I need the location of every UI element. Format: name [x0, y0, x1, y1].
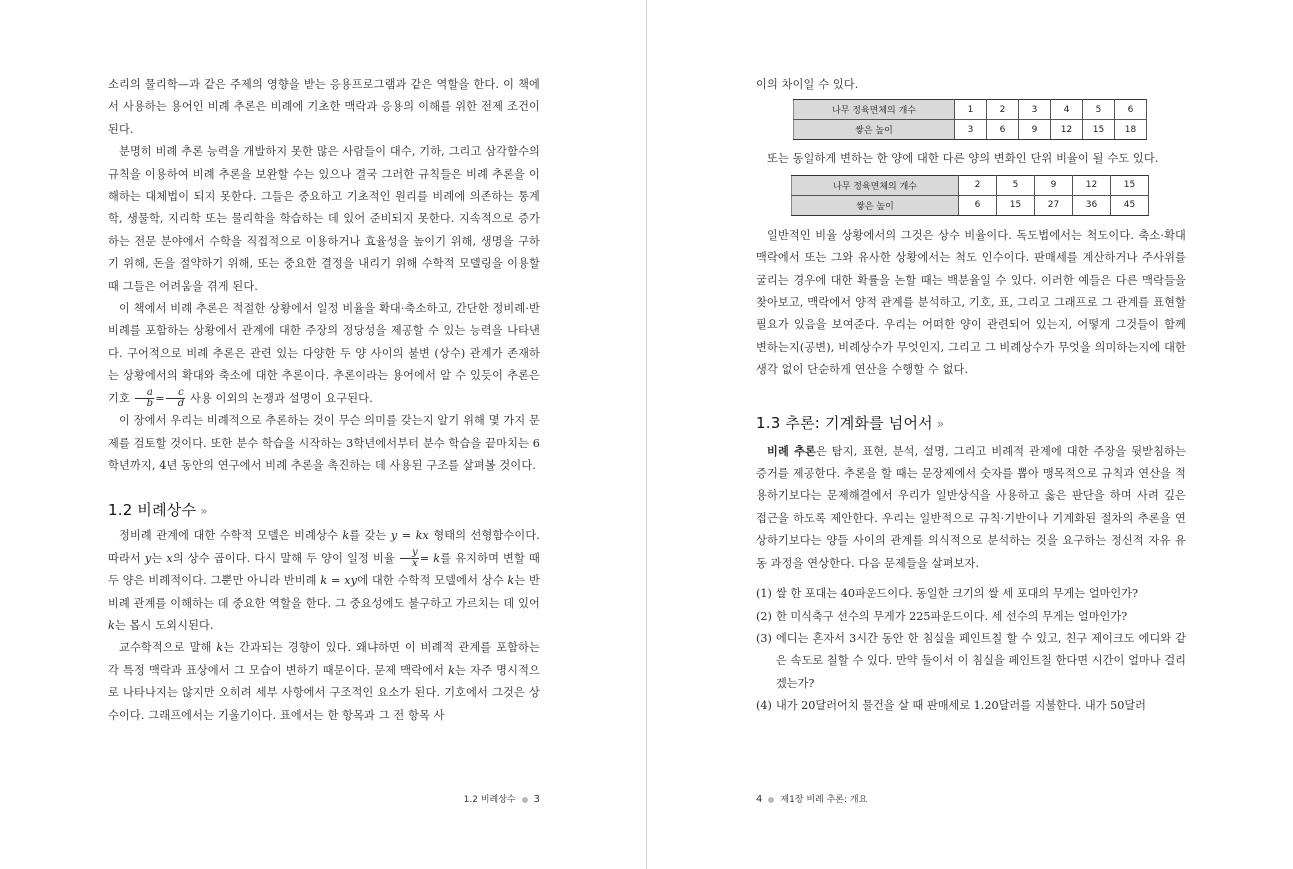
table-cell: 2 — [959, 175, 997, 195]
page-footer — [756, 792, 867, 805]
paragraph: 정비례 관계에 대한 수학적 모델은 비례상수 k를 갖는 y = kx 형태의 선형함수이다. 따라서 y는 x의 상수 곱이다. 다시 말해 두 양이 일정 비율 $\frac{y}{x}$ = k를 유지하며 변할 때 두 양은 비례적이다. 그뿐만 아니라 반비례 k = xy에 대한 수학적 모델에서 상수 k는 반비례 관계를 이해하는 데 중요한 역할을 한다. 그 중요성에도 불구하고 가르치는 데 있어 k는 몹시 도외시된다. — [108, 529, 540, 632]
table-row — [794, 120, 1147, 140]
table-row — [792, 195, 1149, 215]
table-row — [792, 175, 1149, 195]
section-title: 1.2 비례상수 — [108, 501, 197, 520]
table-cell: 1 — [955, 100, 987, 120]
table-cell: 6 — [1115, 100, 1147, 120]
paragraph: 분명히 비례 추론 능력을 개발하지 못한 많은 사람들이 대수, 기하, 그리고 삼각함수의 규칙을 이용하여 비례 추론을 보완할 수는 있으나 결국 그러한 규칙들은 비례 추론을 이해하는 대체법이 되지 못한다. 그들은 중요하고 기초적인 원리를 비례에 의존하는 통계학, 생물학, 지리학 또는 물리학을 학습하는 데 있어 준비되지 못한다. 지속적으로 증가하는 전문 분야에서 수학을 직접적으로 이용하거나 효율성을 높이기 위해, 생명을 구하기 위해, 돈을 절약하기 위해, 또는 중요한 결정을 내리기 위해 수학적 모델링을 이용할 때 그들은 어려움을 겪게 된다. — [108, 145, 540, 293]
table-cell: 36 — [1073, 195, 1111, 215]
paragraph: 일반적인 비율 상황에서의 그것은 상수 비율이다. 독도법에서는 척도이다. 축소·확대 맥락에서 또는 그와 유사한 상황에서는 척도 인수이다. 판매세를 계산하거나 주사위를 굴리는 경우에 대한 확률을 논할 때는 백분율일 수 있다. 이러한 예들은 다른 맥락들을 찾아보고, 맥락에서 양적 관계를 분석하고, 기호, 표, 그리고 그래프로 그 관계를 표현할 필요가 있음을 보여준다. 우리는 어떠한 양이 관련되어 있는지, 어떻게 그것들이 함께 변하는지(공변), 비례상수가 무엇인지, 그리고 그 비례상수가 무엇을 의미하는지에 대한 생각 없이 단순하게 연산을 수행할 수 없다. — [756, 228, 1186, 377]
data-table — [791, 175, 1149, 216]
table-header-cell: 쌓은 높이 — [794, 120, 955, 140]
page-footer — [464, 792, 540, 805]
list-item: (4) 내가 20달러어치 물건을 살 때 판매세로 1.20달러를 지불한다. 내가 50달러 — [756, 699, 1146, 713]
list-item: (1) 쌀 한 포대는 40파운드이다. 동일한 크기의 쌀 세 포대의 무게는 얼마인가? — [756, 587, 1138, 601]
page-number: 3 — [533, 794, 540, 805]
table-cell: 15 — [997, 195, 1035, 215]
table-row — [794, 100, 1147, 120]
paragraph: 이 책에서 비례 추론은 적절한 상황에서 일정 비율을 확대·축소하고, 간단한 정비례·반비례를 포함하는 상황에서 관계에 대한 주장의 정당성을 제공할 수 있는 능력을 나타낸다. 구어적으로 비례 추론은 관련 있는 다양한 두 양 사이의 불변 (상수) 관계가 존재하는 상황에서의 확대와 축소에 대한 추론이다. 추론이라는 용어에서 알 수 있듯이 추론은 기호 $\frac{a}{b}$ = $\frac{c}{d}$ 사용 이외의 논쟁과 설명이 요구된다. — [108, 302, 540, 410]
page-number: 4 — [756, 794, 763, 805]
table-cell: 15 — [1111, 175, 1149, 195]
table-cell: 2 — [987, 100, 1019, 120]
table-cell: 5 — [997, 175, 1035, 195]
problem-list — [756, 583, 1186, 717]
table-cell: 45 — [1111, 195, 1149, 215]
table-cell: 3 — [955, 120, 987, 140]
right-text-column — [756, 74, 1186, 718]
section-arrows: » — [200, 504, 208, 519]
paragraph: 교수학적으로 말해 k는 간과되는 경향이 있다. 왜냐하면 이 비례적 관계를 포함하는 각 특정 맥락과 표상에서 그 모습이 변하기 때문이다. 문제 맥락에서 k는 자주 명시적으로 나타나지는 않지만 오히려 세부 사항에서 구조적인 요소가 된다. 기호에서 그것은 상수이다. 그래프에서는 기울기이다. 표에서는 한 항목과 그 전 항목 사 — [108, 641, 540, 722]
paragraph: 또는 동일하게 변하는 한 양에 대한 다른 양의 변화인 단위 비율이 될 수도 있다. — [767, 152, 1159, 166]
right-page — [648, 0, 1293, 869]
table-cell: 3 — [1019, 100, 1051, 120]
table-cell: 18 — [1115, 120, 1147, 140]
table-cell: 9 — [1035, 175, 1073, 195]
fraction-c-over-d: $\frac{c}{d}$ — [166, 388, 186, 409]
table-cell: 6 — [959, 195, 997, 215]
table-cell: 9 — [1019, 120, 1051, 140]
left-text-column — [108, 74, 540, 727]
section-heading — [108, 477, 540, 525]
section-heading — [756, 382, 1186, 440]
footer-dot — [768, 797, 774, 803]
table-header-cell: 나무 정육면체의 개수 — [792, 175, 959, 195]
running-head: 1.2 비례상수 — [463, 795, 516, 805]
table-wrapper — [793, 99, 1186, 143]
footer-dot — [522, 797, 528, 803]
paragraph: 비례 추론은 탐지, 표현, 분석, 설명, 그리고 비례적 관계에 대한 주장을 뒷받침하는 증거를 제공한다. 추론을 할 때는 문장제에서 숫자를 뽑아 맹목적으로 규칙과 연산을 적용하기보다는 문제해결에서 우리가 일반상식을 사용하고 옳은 판단을 하며 사려 깊은 접근을 하도록 제안한다. 우리는 일반적으로 규칙·기반이나 기계화된 절차의 추론을 연상하기보다는 양들 사이의 관계를 의식적으로 분석하는 것을 요구하는 정신적 자유 유동 과정을 연상한다. 다음 문제들을 살펴보자. — [756, 443, 1187, 570]
table-cell: 5 — [1083, 100, 1115, 120]
left-page — [0, 0, 646, 869]
list-item: (3) 에디는 혼자서 3시간 동안 한 침실을 페인트칠 할 수 있고, 친구 제이크도 에디와 같은 속도로 칠할 수 있다. 만약 둘이서 이 침실을 페인트칠 한다면 시간이 얼마나 걸리겠는가? — [756, 631, 1186, 690]
table-header-cell: 나무 정육면체의 개수 — [794, 100, 955, 120]
table-wrapper — [791, 175, 1186, 219]
section-title: 1.3 추론: 기계화를 넘어서 — [756, 413, 933, 432]
paragraph: 소리의 물리학—과 같은 주제의 영향을 받는 응용프로그램과 같은 역할을 한다. 이 책에서 사용하는 용어인 비례 추론은 비례에 기초한 맥락과 응용의 이해를 위한 전제 조건이 된다. — [108, 78, 540, 136]
table-header-cell: 쌓은 높이 — [792, 195, 959, 215]
table-cell: 27 — [1035, 195, 1073, 215]
section-arrows: » — [936, 416, 945, 431]
data-table — [793, 99, 1147, 140]
fraction-a-over-b: $\frac{a}{b}$ — [135, 388, 155, 409]
key-term: 비례 추론 — [767, 443, 817, 458]
book-spine — [646, 0, 647, 869]
paragraph: 이 장에서 우리는 비례적으로 추론하는 것이 무슨 의미를 갖는지 알기 위해 몇 가지 문제를 검토할 것이다. 또한 분수 학습을 시작하는 3학년에서부터 분수 학습을 끝마치는 6학년까지, 4년 동안의 연구에서 비례 추론을 촉진하는 데 사용된 구조를 살펴볼 것이다. — [108, 414, 540, 472]
running-head: 제1장 비례 추론: 개요 — [780, 795, 868, 805]
table-cell: 15 — [1083, 120, 1115, 140]
table-cell: 12 — [1073, 175, 1111, 195]
table-cell: 4 — [1051, 100, 1083, 120]
fraction-y-over-x: $\frac{y}{x}$ — [400, 548, 419, 569]
table-cell: 6 — [987, 120, 1019, 140]
paragraph: 이의 차이일 수 있다. — [756, 78, 859, 91]
list-item: (2) 한 미식축구 선수의 무게가 225파운드이다. 세 선수의 무게는 얼마인가? — [756, 609, 1128, 623]
table-cell: 12 — [1051, 120, 1083, 140]
